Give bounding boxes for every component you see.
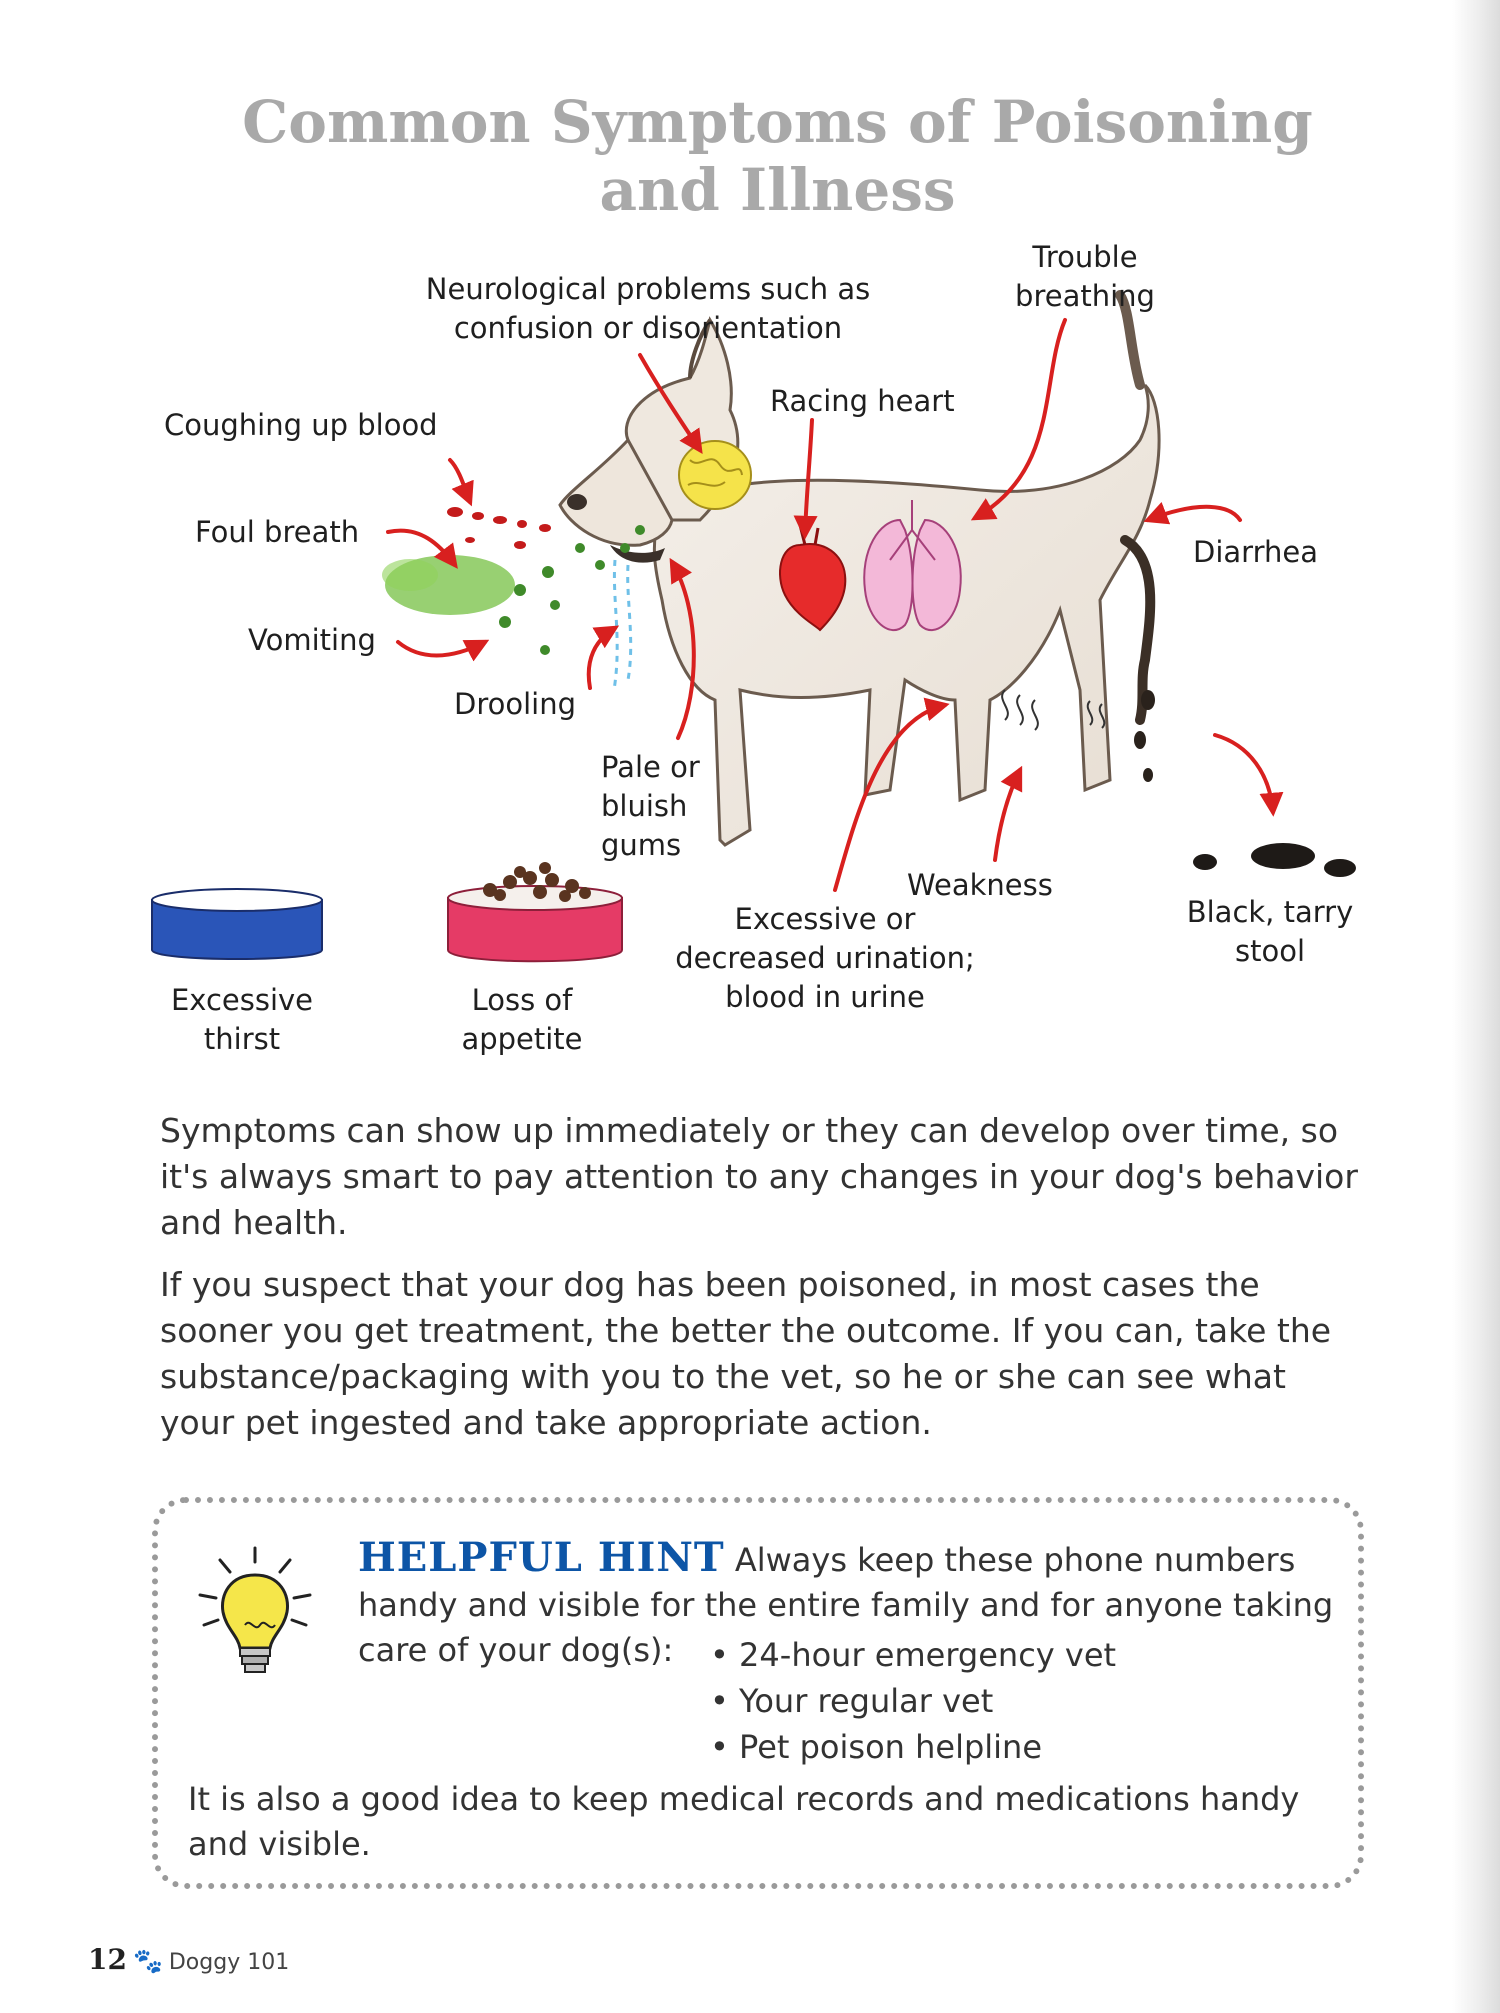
brain-icon	[679, 441, 751, 509]
label-excessive-thirst-line-1: Excessive	[170, 983, 314, 1017]
list-item: • Your regular vet	[710, 1678, 1116, 1724]
label-excessive-thirst-line-2: thirst	[203, 1022, 281, 1056]
helpful-hint-heading: HELPFUL HINT	[358, 1534, 725, 1581]
foul-breath-cloud	[382, 555, 515, 615]
book-title: Doggy 101	[168, 1950, 290, 1975]
page-footer	[88, 1943, 289, 1976]
lightbulb-icon	[190, 1540, 320, 1690]
label-diarrhea: Diarrhea	[1193, 535, 1318, 569]
page-title-line-1: Common Symptoms of Poisoning	[242, 88, 1313, 156]
helpful-hint-extra: It is also a good idea to keep medical records and medications handy and visible.	[188, 1780, 1300, 1863]
label-weakness: Weakness	[907, 868, 1053, 902]
label-black-stool-line-2: stool	[1234, 934, 1306, 968]
label-trouble-breathing-line-1: Trouble	[1032, 240, 1138, 274]
paragraph-poisoned: If you suspect that your dog has been poisoned, in most cases the sooner you get treatment, the better the outcome. If you can, take the substance/packaging with you to the vet, so he or she can see what your pet ingested and take appropriate action.	[160, 1265, 1332, 1442]
paragraph-symptoms: Symptoms can show up immediately or they can develop over time, so it's always smart to pay attention to any changes in your dog's behavior and health.	[160, 1111, 1358, 1242]
label-trouble-breathing	[990, 238, 1180, 316]
label-neurological-line-2: confusion or disorientation	[453, 311, 843, 345]
food-bowl-icon	[448, 862, 622, 961]
label-foul-breath: Foul breath	[195, 515, 360, 549]
label-trouble-breathing-line-2: breathing	[1015, 279, 1155, 313]
list-item: • 24-hour emergency vet	[710, 1632, 1116, 1678]
page-title-line-2: and Illness	[599, 156, 956, 224]
label-drooling: Drooling	[454, 687, 577, 721]
label-pale-gums	[601, 748, 700, 865]
label-loss-of-appetite	[432, 981, 612, 1059]
label-urination-line-2: decreased urination;	[675, 941, 975, 975]
label-loss-of-appetite-line-1: Loss of	[471, 983, 573, 1017]
label-urination	[640, 900, 1010, 1017]
label-excessive-thirst	[152, 981, 332, 1059]
page-number: 12	[88, 1943, 127, 1976]
label-pale-gums-line-3: gums	[601, 828, 682, 862]
label-neurological	[398, 270, 898, 348]
label-black-stool	[1160, 893, 1380, 971]
list-item: • Pet poison helpline	[710, 1724, 1116, 1770]
black-stool-pile	[1193, 843, 1356, 877]
label-loss-of-appetite-line-2: appetite	[461, 1022, 583, 1056]
drool-stream	[614, 560, 631, 690]
label-pale-gums-line-2: bluish	[601, 789, 688, 823]
label-neurological-line-1: Neurological problems such as	[425, 272, 871, 306]
phone-numbers-list	[710, 1632, 1116, 1770]
paw-icon: 🐾	[132, 1947, 163, 1975]
label-urination-line-3: blood in urine	[725, 980, 925, 1014]
helpful-hint-body: Always keep these phone numbers handy and visible for the entire family and for anyone taking care of your dog(s):	[358, 1541, 1334, 1669]
label-vomiting: Vomiting	[248, 623, 376, 657]
label-urination-line-1: Excessive or	[734, 902, 916, 936]
label-pale-gums-line-1: Pale or	[601, 750, 700, 784]
blood-spatter	[447, 507, 551, 549]
water-bowl-icon	[152, 889, 322, 959]
label-racing-heart: Racing heart	[770, 384, 955, 418]
label-black-stool-line-1: Black, tarry	[1186, 895, 1354, 929]
label-coughing-blood: Coughing up blood	[164, 408, 438, 442]
